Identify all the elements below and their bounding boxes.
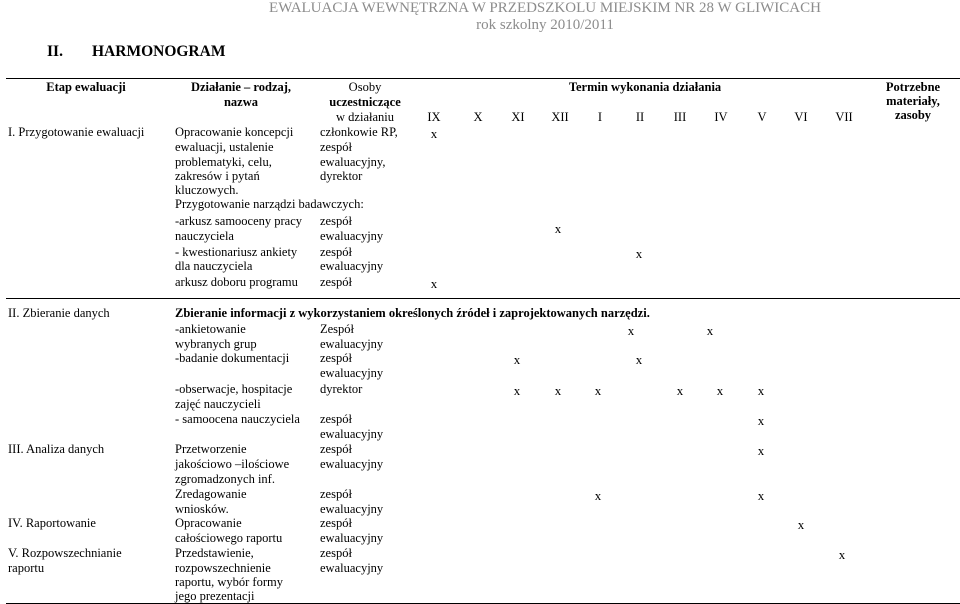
schedule-mark: x — [554, 383, 562, 398]
people-line: zespół — [320, 214, 352, 228]
header-action-line2: nazwa — [223, 95, 259, 109]
people-line: ewaluacyjny — [320, 229, 384, 243]
people-line: dyrektor — [320, 382, 363, 396]
action-line: -arkusz samooceny pracy — [175, 214, 303, 228]
people-line: zespół — [320, 516, 352, 530]
action-line: -ankietowanie — [175, 322, 246, 336]
stage-data-analysis: III. Analiza danych — [8, 442, 105, 456]
header-people-line3: w działaniu — [336, 110, 394, 124]
action-line: dla nauczyciela — [175, 259, 253, 273]
header-action-line1: Działanie – rodzaj, — [190, 80, 292, 94]
action-line: kluczowych. — [175, 183, 239, 197]
people-line: ewaluacyjny, — [320, 155, 386, 169]
schedule-mark: x — [635, 246, 643, 261]
people-line: ewaluacyjny — [320, 337, 384, 351]
tools-heading: Przygotowanie narządzi badawczych: — [175, 197, 364, 211]
schedule-mark: x — [513, 352, 521, 367]
schedule-mark: x — [594, 488, 602, 503]
people-line: zespół — [320, 245, 352, 259]
schedule-mark: x — [716, 383, 724, 398]
header-stage: Etap ewaluacji — [46, 80, 126, 94]
people-line: ewaluacyjny — [320, 366, 384, 380]
section-number: II. — [47, 43, 63, 60]
action-line: jakościowo –ilościowe — [175, 457, 290, 471]
header-materials-line3: zasoby — [894, 108, 932, 122]
action-line: Zredagowanie — [175, 487, 247, 501]
month-xii: XII — [551, 110, 569, 124]
month-xi: XI — [511, 110, 525, 124]
action-line: raportu, wybór formy — [175, 575, 283, 589]
people-line: ewaluacyjny — [320, 457, 384, 471]
action-line: Przetworzenie — [175, 442, 247, 456]
section-divider-1 — [6, 298, 960, 299]
document-header-title: EWALUACJA WEWNĘTRZNA W PRZEDSZKOLU MIEJSKIM NR 28 W GLIWICACH — [269, 0, 821, 16]
people-line: ewaluacyjny — [320, 259, 384, 273]
people-line: zespół — [320, 275, 352, 289]
document-header-year: rok szkolny 2010/2011 — [476, 17, 614, 33]
schedule-mark: x — [676, 383, 684, 398]
month-iv: IV — [714, 110, 728, 124]
month-ii: II — [635, 110, 645, 124]
action-line: jego prezentacji — [175, 589, 255, 603]
collection-heading: Zbieranie informacji z wykorzystaniem określonych źródeł i zaprojektowanych narzędzi. — [175, 306, 650, 320]
schedule-mark: x — [554, 221, 562, 236]
people-line: dyrektor — [320, 169, 363, 183]
schedule-mark: x — [430, 126, 438, 141]
stage-data-collection: II. Zbieranie danych — [8, 306, 110, 320]
action-line: problematyki, celu, — [175, 155, 272, 169]
header-materials-line2: materiały, — [886, 94, 940, 108]
people-line: zespół — [320, 140, 352, 154]
action-line: arkusz doboru programu — [175, 275, 298, 289]
schedule-mark: x — [838, 547, 846, 562]
action-line: -obserwacje, hospitacje — [175, 382, 293, 396]
schedule-mark: x — [635, 352, 643, 367]
table-top-border — [6, 78, 960, 79]
action-line: Opracowanie — [175, 516, 242, 530]
section-title: HARMONOGRAM — [92, 43, 226, 60]
action-line: ewaluacji, ustalenie — [175, 140, 274, 154]
schedule-mark: x — [627, 323, 635, 338]
month-ix: IX — [427, 110, 441, 124]
stage-preparation: I. Przygotowanie ewaluacji — [8, 125, 145, 139]
stage-dissemination-line2: raportu — [8, 561, 45, 575]
month-iii: III — [673, 110, 687, 124]
month-vi: VI — [794, 110, 808, 124]
people-line: zespół — [320, 487, 352, 501]
action-line: całościowego raportu — [175, 531, 283, 545]
schedule-mark: x — [757, 488, 765, 503]
people-line: zespół — [320, 442, 352, 456]
month-v: V — [757, 110, 767, 124]
people-line: zespół — [320, 351, 352, 365]
action-line: Opracowanie koncepcji — [175, 125, 294, 139]
action-line: nauczyciela — [175, 229, 234, 243]
schedule-mark: x — [513, 383, 521, 398]
people-line: zespół — [320, 546, 352, 560]
action-line: Przedstawienie, — [175, 546, 254, 560]
action-line: - samoocena nauczyciela — [175, 412, 300, 426]
header-materials-line1: Potrzebne — [885, 80, 941, 94]
month-x: X — [473, 110, 483, 124]
header-people-line2: uczestniczące — [329, 95, 401, 109]
people-line: ewaluacyjny — [320, 502, 384, 516]
schedule-mark: x — [706, 323, 714, 338]
schedule-mark: x — [757, 383, 765, 398]
action-line: wniosków. — [175, 502, 229, 516]
schedule-mark: x — [757, 413, 765, 428]
action-line: zajęć nauczycieli — [175, 397, 261, 411]
people-line: członkowie RP, — [320, 125, 398, 139]
action-line: rozpowszechnienie — [175, 561, 271, 575]
month-i: I — [597, 110, 603, 124]
people-line: ewaluacyjny — [320, 427, 384, 441]
people-line: ewaluacyjny — [320, 561, 384, 575]
people-line: zespół — [320, 412, 352, 426]
people-line: ewaluacyjny — [320, 531, 384, 545]
header-people-line1: Osoby — [348, 80, 382, 94]
month-vii: VII — [835, 110, 853, 124]
stage-dissemination: V. Rozpowszechnianie — [8, 546, 122, 560]
people-line: Zespół — [320, 322, 355, 336]
header-term: Termin wykonania działania — [568, 80, 722, 94]
schedule-mark: x — [430, 276, 438, 291]
action-line: wybranych grup — [175, 337, 257, 351]
action-line: - kwestionariusz ankiety — [175, 245, 298, 259]
action-line: zgromadzonych inf. — [175, 472, 275, 486]
schedule-mark: x — [797, 517, 805, 532]
stage-reporting: IV. Raportowanie — [8, 516, 96, 530]
schedule-mark: x — [594, 383, 602, 398]
action-line: zakresów i pytań — [175, 169, 260, 183]
schedule-mark: x — [757, 443, 765, 458]
action-line: -badanie dokumentacji — [175, 351, 290, 365]
